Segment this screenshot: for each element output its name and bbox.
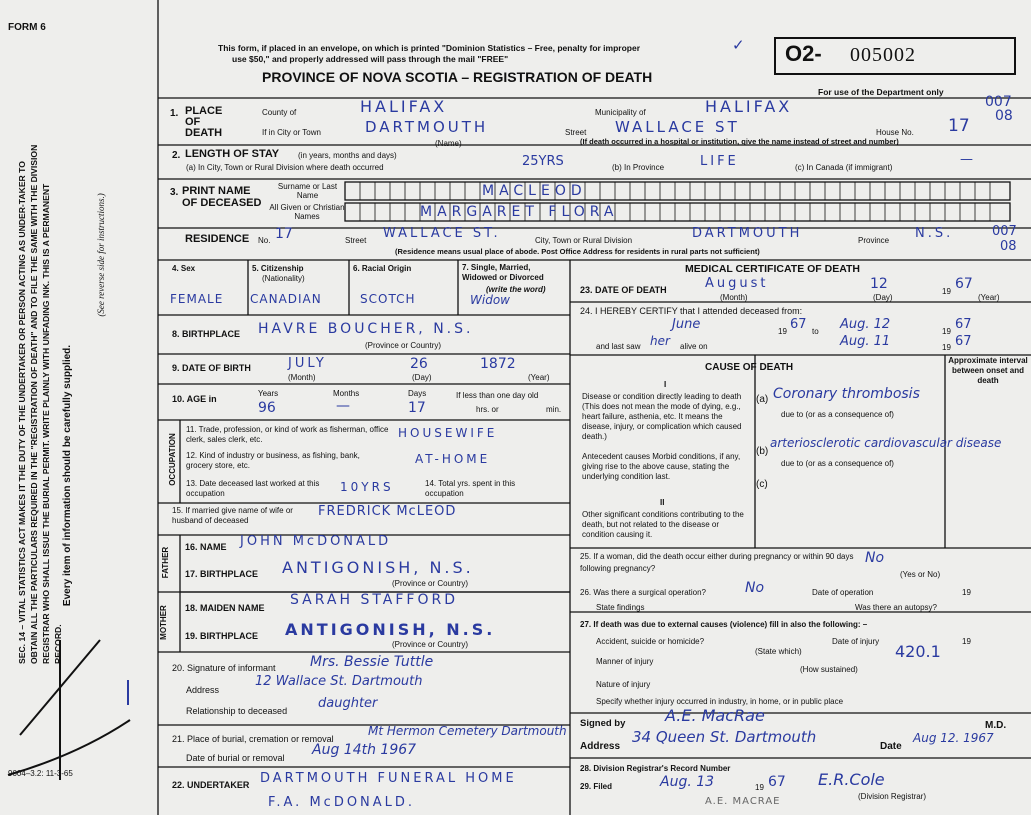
occupation-11-label: 11. Trade, profession, or kind of work as fisherman, office clerk, sales clerk, etc. — [186, 425, 389, 444]
dod-year-prefix: 19 — [942, 287, 951, 296]
residence-code-b: 08 — [1000, 239, 1017, 254]
q27-label: 27. If death was due to external causes (violence) fill in also the following: – — [580, 620, 868, 629]
street-label: Street — [565, 128, 587, 137]
father-bp: ANTIGONISH, N.S. — [282, 558, 474, 577]
form-code: 9004–3.2: 11-3-65 — [8, 769, 73, 778]
municipality-label: Municipality of — [595, 108, 646, 117]
stay-num: 2. — [172, 150, 181, 161]
age-years-label: Years — [258, 389, 279, 398]
department-use-note: For use of the Department only — [818, 87, 944, 97]
lastsaw-value: her — [650, 334, 670, 348]
given-label: All Given or Christian Names — [269, 203, 345, 221]
alive-year: 67 — [955, 334, 972, 349]
date-label: Date — [880, 741, 902, 752]
cause-title: CAUSE OF DEATH — [705, 362, 794, 373]
operation-date-label: Date of operation — [812, 588, 874, 597]
mother-side: MOTHER — [158, 605, 168, 640]
age-days-label: Days — [408, 389, 427, 398]
marital-note: (write the word) — [486, 285, 546, 294]
envelope-note-1: This form, if placed in an envelope, on which is printed "Dominion Statistics – Free, penalty for improper — [218, 43, 641, 53]
municipality-value: HALIFAX — [705, 97, 793, 116]
min-label: min. — [546, 405, 562, 414]
residence-street: WALLACE ST. — [383, 226, 501, 241]
supply-note: Every item of information should be carefully supplied. — [62, 344, 74, 607]
form-title: PROVINCE OF NOVA SCOTIA – REGISTRATION OF DEATH — [262, 69, 653, 85]
from-year-prefix: 19 — [778, 327, 787, 336]
registration-prefix: O2- — [785, 41, 822, 66]
undertaker-label: 22. UNDERTAKER — [172, 780, 250, 790]
racial-label: 6. Racial Origin — [353, 264, 412, 273]
residence-label: RESIDENCE — [185, 233, 250, 245]
occupation-side: OCCUPATION — [167, 433, 177, 486]
q25-label: 25. If a woman, did the death occur either during pregnancy or within 90 days following pregnancy? — [580, 552, 854, 573]
father-name-label: 16. NAME — [185, 542, 227, 552]
age-months-label: Months — [333, 389, 360, 398]
birthplace-value: HAVRE BOUCHER, N.S. — [258, 321, 474, 337]
stay-c-value: — — [960, 152, 973, 167]
lastsaw-label: and last saw — [596, 342, 641, 351]
burial-place: Mt Hermon Cemetery Dartmouth — [368, 724, 567, 738]
certify-label: 24. I HEREBY CERTIFY that I attended deceased from: — [580, 306, 803, 316]
surname-label: Surname or Last Name — [277, 182, 338, 200]
filed-date: Aug. 13 — [660, 774, 715, 790]
city-label: If in City or Town — [262, 128, 321, 137]
less-day-label: If less than one day old — [456, 391, 539, 400]
antecedent-label: Antecedent causes Morbid conditions, if any, giving rise to the above cause, stating the underlying condition last. — [582, 452, 741, 481]
residence-street-label: Street — [345, 236, 367, 245]
name-num: 3. — [170, 187, 179, 198]
q26-label: 26. Was there a surgical operation? — [580, 588, 706, 597]
form-number: FORM 6 — [8, 22, 46, 33]
alive-label: alive on — [680, 342, 708, 351]
birthplace-note: (Province or Country) — [365, 341, 442, 350]
autopsy-label: Was there an autopsy? — [855, 603, 937, 612]
father-bp-label: 17. BIRTHPLACE — [185, 569, 259, 579]
street-value: WALLACE ST — [615, 118, 740, 136]
county-label: County of — [262, 108, 297, 117]
sex-label: 4. Sex — [172, 264, 196, 273]
residence-prov-label: Province — [858, 236, 890, 245]
undertaker-value: DARTMOUTH FUNERAL HOME — [260, 771, 517, 786]
md-label: M.D. — [985, 720, 1007, 731]
informant-relationship: daughter — [318, 696, 378, 711]
mother-bp-label: 19. BIRTHPLACE — [185, 631, 259, 641]
citizen-note: (Nationality) — [262, 274, 305, 283]
reverse-note: (See reverse side for instructions.) — [95, 193, 106, 317]
signed-value: A.E. MacRae — [665, 706, 765, 725]
check-mark-icon: ✓ — [732, 36, 745, 54]
address-value: 34 Queen St. Dartmouth — [632, 728, 817, 746]
place-code-b: 08 — [995, 108, 1013, 124]
to-label: to — [812, 327, 819, 336]
informant-rel-label: Relationship to deceased — [186, 706, 288, 716]
medical-title: MEDICAL CERTIFICATE OF DEATH — [685, 263, 860, 275]
other-conditions-label: Other significant conditions contributing to the death, but not related to the disease or condition causing it. — [582, 510, 744, 539]
spouse-value: FREDRICK McLEOD — [318, 504, 457, 519]
stamp-text: A.E. MACRAE — [705, 796, 781, 807]
cause-c-label: (c) — [756, 479, 768, 490]
section-two: II — [660, 498, 665, 507]
alive-date: Aug. 11 — [840, 334, 891, 349]
residence-no-label: No. — [258, 236, 271, 245]
marital-value: Widow — [470, 293, 510, 307]
stay-b-value: LIFE — [700, 154, 739, 169]
place-label: PLACE OF DEATH — [185, 105, 223, 139]
city-name-note: (Name) — [435, 139, 462, 148]
residence-prov: N.S. — [915, 226, 954, 241]
dod-year: 67 — [955, 276, 973, 292]
specify-label: Specify whether injury occurred in industry, in home, or in public place — [596, 697, 844, 706]
undertaker-person: F.A. McDONALD. — [268, 795, 416, 810]
father-side: FATHER — [161, 546, 171, 579]
dob-day: 26 — [410, 356, 428, 372]
to-year-prefix: 19 — [942, 327, 951, 336]
filed-year-prefix: 19 — [755, 783, 764, 792]
cause-b-value: arteriosclerotic cardiovascular disease — [770, 436, 1002, 450]
dob-day-note: (Day) — [412, 373, 432, 382]
institution-note: (If death occurred in a hospital or institution, give the name instead of street and number) — [580, 137, 899, 146]
cause-a-label: (a) — [756, 394, 769, 405]
marital-label: 7. Single, Married, Widowed or Divorced — [462, 263, 544, 282]
stay-label: LENGTH OF STAY — [185, 148, 280, 160]
to-date: Aug. 12 — [840, 317, 891, 332]
stay-a-value: 25YRS — [522, 154, 564, 169]
residence-city-label: City, Town or Rural Division — [535, 236, 633, 245]
father-bp-note: (Province or Country) — [392, 579, 469, 588]
stay-units: (in years, months and days) — [298, 151, 397, 160]
occupation-12-label: 12. Kind of industry or business, as fishing, bank, grocery store, etc. — [186, 451, 360, 470]
age-years: 96 — [258, 400, 276, 416]
sex-value: FEMALE — [170, 292, 224, 306]
interval-label: Approximate interval between onset and death — [948, 356, 1028, 385]
dod-label: 23. DATE OF DEATH — [580, 285, 667, 295]
dod-year-note: (Year) — [978, 293, 1000, 302]
surname-value: MACLEOD — [482, 183, 587, 199]
section-one: I — [664, 380, 667, 389]
given-value: MARGARET FLORA — [420, 204, 619, 220]
mother-name-label: 18. MAIDEN NAME — [185, 603, 265, 613]
due-to-1: due to (or as a consequence of) — [781, 410, 894, 419]
dob-month: JULY — [288, 356, 327, 371]
city-value: DARTMOUTH — [365, 118, 489, 136]
statute-text: SEC. 14 – VITAL STATISTICS ACT MAKES IT THE DUTY OF THE UNDERTAKER OR PERSON ACTING AS UNDER-TAKER TO OBTAIN ALL THE PARTICULARS REQUIRED IN THE "REGISTRATION OF DEATH" AND TO FILE THE SAME WITH THE DIVISION REGISTRAR WHO SHALL ISSUE THE BURIAL PERMIT. WRITE PLAINLY WITH UNFADING INK. THIS IS A PERMANENT RECORD. — [17, 144, 63, 664]
stay-b-label: (b) In Province — [612, 163, 665, 172]
registration-number: 005002 — [850, 44, 916, 66]
informant-addr-label: Address — [186, 685, 220, 695]
dob-year: 1872 — [480, 356, 516, 372]
to-year: 67 — [955, 317, 972, 332]
yes-no-note: (Yes or No) — [900, 570, 941, 579]
hrs-label: hrs. or — [476, 405, 499, 414]
citizen-value: CANADIAN — [250, 292, 322, 306]
place-num: 1. — [170, 108, 179, 119]
mother-bp: ANTIGONISH, N.S. — [285, 620, 496, 639]
cause-b-label: (b) — [756, 446, 769, 457]
dod-month: August — [705, 276, 769, 291]
q26-value: No — [745, 580, 765, 596]
accident-label: Accident, suicide or homicide? — [596, 637, 705, 646]
residence-code-a: 007 — [992, 224, 1017, 239]
house-label: House No. — [876, 128, 914, 137]
address-label: Address — [580, 741, 621, 752]
burial-date-label: Date of burial or removal — [186, 753, 285, 763]
racial-value: SCOTCH — [360, 292, 416, 306]
county-value: HALIFAX — [360, 97, 448, 116]
house-value: 17 — [948, 116, 970, 136]
name-label: PRINT NAME OF DECEASED — [182, 185, 262, 209]
state-which-note: (State which) — [755, 647, 802, 656]
cause-a-value: Coronary thrombosis — [773, 386, 920, 402]
due-to-2: due to (or as a consequence of) — [781, 459, 894, 468]
manner-label: Manner of injury — [596, 657, 654, 666]
dob-year-note: (Year) — [528, 373, 550, 382]
age-months: — — [336, 398, 350, 414]
mother-bp-note: (Province or Country) — [392, 640, 469, 649]
q28-label: 28. Division Registrar's Record Number — [580, 764, 731, 773]
dod-day: 12 — [870, 276, 888, 292]
dod-day-note: (Day) — [873, 293, 893, 302]
age-days: 17 — [408, 400, 426, 416]
occupation-12-value: AT-HOME — [415, 452, 491, 466]
residence-city: DARTMOUTH — [692, 226, 803, 241]
burial-date: Aug 14th 1967 — [312, 742, 417, 758]
occupation-14-label: 14. Total yrs. spent in this occupation — [425, 479, 516, 498]
dob-label: 9. DATE OF BIRTH — [172, 363, 251, 373]
filed-year: 67 — [768, 774, 786, 790]
from-month: June — [672, 317, 701, 332]
signed-label: Signed by — [580, 718, 626, 729]
envelope-note-2: use $50," and properly addressed will pass through the mail "FREE" — [232, 54, 509, 64]
occupation-13-value: 10YRS — [340, 480, 394, 494]
dod-month-note: (Month) — [720, 293, 748, 302]
mother-name: SARAH STAFFORD — [290, 592, 458, 608]
stay-c-label: (c) In Canada (if immigrant) — [795, 163, 893, 172]
date-value: Aug 12. 1967 — [913, 731, 994, 745]
spouse-label: 15. If married give name of wife or husband of deceased — [172, 506, 293, 525]
nature-label: Nature of injury — [596, 680, 651, 689]
coded-cause: 420.1 — [895, 642, 941, 661]
citizen-label: 5. Citizenship — [252, 264, 304, 273]
q25-value: No — [865, 550, 885, 566]
from-year: 67 — [790, 317, 807, 332]
informant-sig-label: 20. Signature of informant — [172, 663, 276, 673]
residence-note: (Residence means usual place of abode. Post Office Address for residents in rural parts not sufficient) — [395, 247, 760, 256]
direct-cause-label: Disease or condition directly leading to death (This does not mean the mode of dying, e.g., heart failure, asthenia, etc. It means the disease, injury, or complication which caused death.) — [582, 392, 742, 441]
father-name: JOHN McDONALD — [240, 534, 392, 549]
findings-label: State findings — [596, 603, 645, 612]
sustained-note: (How sustained) — [800, 665, 858, 674]
dob-month-note: (Month) — [288, 373, 316, 382]
injury-year-prefix: 19 — [962, 637, 971, 646]
registrar-signature: E.R.Cole — [818, 770, 885, 789]
division-registrar-note: (Division Registrar) — [858, 792, 927, 801]
place-code-a: 007 — [985, 94, 1012, 110]
residence-no: 17 — [275, 226, 293, 242]
burial-place-label: 21. Place of burial, cremation or removal — [172, 734, 334, 744]
injury-date-label: Date of injury — [832, 637, 880, 646]
occupation-13-label: 13. Date deceased last worked at this occupation — [186, 479, 320, 498]
stay-a-label: (a) In City, Town or Rural Division where death occurred — [186, 163, 384, 172]
birthplace-label: 8. BIRTHPLACE — [172, 329, 241, 339]
age-label: 10. AGE in — [172, 394, 217, 404]
informant-signature: Mrs. Bessie Tuttle — [310, 654, 434, 670]
operation-year-prefix: 19 — [962, 588, 971, 597]
alive-year-prefix: 19 — [942, 343, 951, 352]
informant-address: 12 Wallace St. Dartmouth — [255, 674, 423, 689]
q29-label: 29. Filed — [580, 782, 613, 791]
occupation-11-value: HOUSEWIFE — [398, 426, 498, 440]
